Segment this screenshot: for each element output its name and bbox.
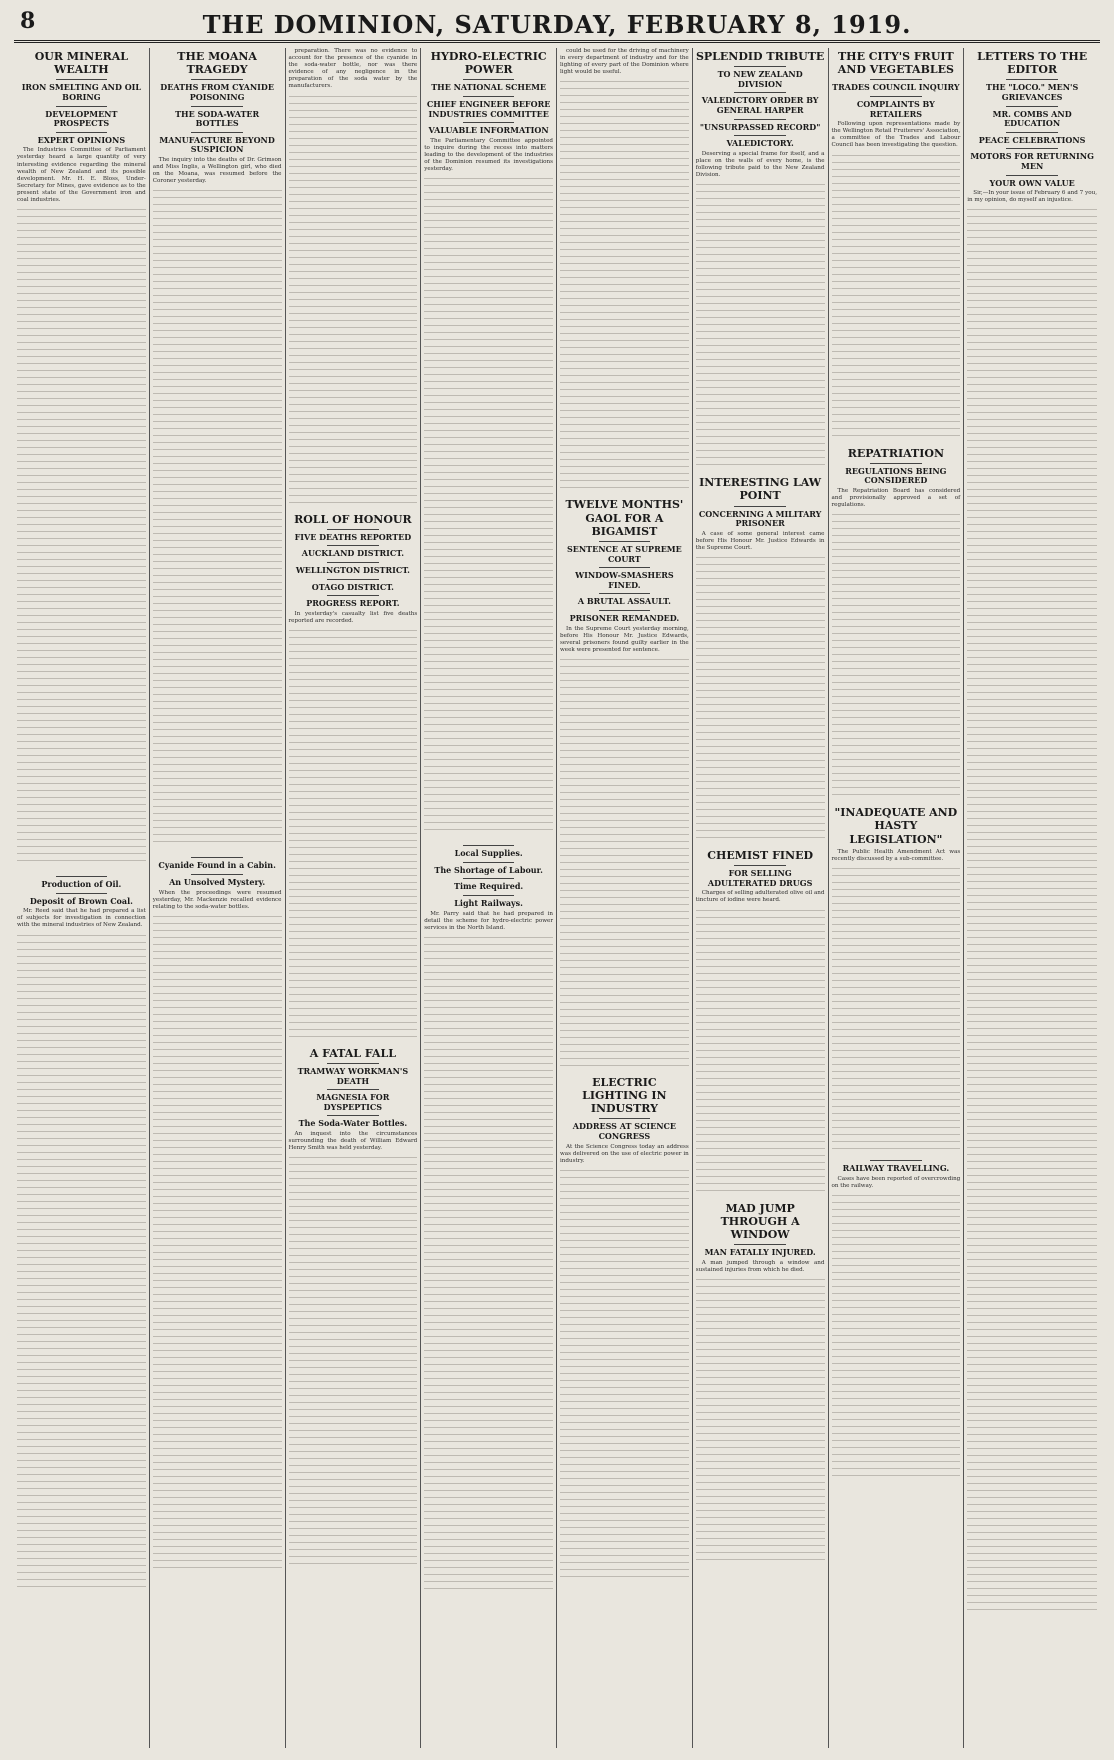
article-headline: REPATRIATION bbox=[847, 446, 945, 460]
article bbox=[832, 1160, 961, 1477]
divider bbox=[56, 106, 108, 107]
divider bbox=[599, 541, 651, 542]
column bbox=[421, 48, 557, 1748]
article-body: Following upon representations made by the Wellington Retail Fruiterers' Association, a committee of the Trades and Labour Council has been investigating the question. bbox=[831, 121, 961, 149]
text-lines bbox=[17, 206, 146, 866]
article-subheading: Cyanide Found in a Cabin. bbox=[158, 860, 276, 871]
article-subheading: Local Supplies. bbox=[454, 848, 523, 859]
article-body: could be used for the driving of machinery in every department of industry and for the lighting of every part of the Dominion where light would be useful. bbox=[560, 48, 689, 76]
divider bbox=[734, 506, 786, 507]
text-lines bbox=[424, 934, 553, 1594]
article-body: A case of some general interest came before His Honour Mr. Justice Edwards in the Supreme Court. bbox=[695, 530, 825, 551]
article-headline: ROLL OF HONOUR bbox=[294, 512, 412, 526]
article-subheading: SENTENCE AT SUPREME COURT bbox=[566, 543, 682, 564]
article bbox=[560, 1076, 689, 1577]
article-body: The Industries Committee of Parliament yesterday heard a large quantity of very interesting evidence regarding the mineral wealth of New Zealand and its possible development. Mr. H. E. Bloss, Under-Secretary for Mines, gave evidence as to the present state of the Government iron and coal industries. bbox=[17, 147, 146, 203]
column bbox=[964, 48, 1100, 1748]
column bbox=[557, 48, 693, 1748]
article-subheading: COMPLAINTS BY RETAILERS bbox=[856, 98, 935, 119]
article-body: The Parliamentary Committee appointed to inquire during the recess into matters leading to the development of the industries of the Dominion resumed its investigations yesterday. bbox=[424, 137, 553, 173]
divider bbox=[463, 862, 515, 863]
article-headline: INTERESTING LAW POINT bbox=[699, 476, 822, 503]
text-lines bbox=[832, 152, 961, 437]
column bbox=[286, 48, 422, 1748]
article bbox=[696, 1202, 825, 1561]
article-subheading: Production of Oil. bbox=[41, 879, 122, 890]
article-headline: LETTERS TO THE EDITOR bbox=[977, 50, 1088, 77]
divider bbox=[599, 567, 651, 568]
article-body: An inquest into the circumstances surrounding the death of William Edward Henry Smith was held yesterday. bbox=[288, 1131, 418, 1152]
divider bbox=[599, 1118, 651, 1119]
article-subheading: PROGRESS REPORT. bbox=[306, 598, 400, 609]
text-lines bbox=[153, 913, 282, 1573]
article-subheading: An Unsolved Mystery. bbox=[169, 876, 266, 887]
column bbox=[829, 48, 965, 1748]
article bbox=[289, 513, 418, 1037]
article-subheading: "UNSURPASSED RECORD" bbox=[699, 121, 821, 132]
article bbox=[696, 476, 825, 839]
divider bbox=[1006, 106, 1058, 107]
divider bbox=[463, 845, 515, 846]
article-subheading: THE SODA-WATER BOTTLES bbox=[175, 108, 260, 129]
divider bbox=[56, 79, 108, 80]
divider bbox=[734, 865, 786, 866]
article-subheading: THE NATIONAL SCHEME bbox=[431, 82, 547, 93]
text-lines bbox=[832, 1192, 961, 1477]
article bbox=[696, 849, 825, 1192]
article-body: preparation. There was no evidence to account for the presence of the cyanide in the soda-water bottle, nor was there evidence of any negligence in the preparation of the soda water by the manufacturers. bbox=[288, 48, 418, 90]
article-subheading: Deposit of Brown Coal. bbox=[29, 895, 133, 906]
article-subheading: MR. COMBS AND EDUCATION bbox=[992, 108, 1072, 129]
text-lines bbox=[696, 181, 825, 466]
article-subheading: TO NEW ZEALAND DIVISION bbox=[717, 69, 803, 89]
text-lines bbox=[696, 554, 825, 839]
article bbox=[424, 845, 553, 1594]
article-subheading: MAN FATALLY INJURED. bbox=[704, 1247, 816, 1258]
divider bbox=[327, 579, 379, 580]
article-subheading: OTAGO DISTRICT. bbox=[311, 581, 394, 592]
divider bbox=[56, 893, 108, 894]
divider bbox=[463, 878, 515, 879]
article-body: Charges of selling adulterated olive oil and tincture of iodine were heard. bbox=[695, 890, 825, 904]
divider bbox=[327, 1115, 379, 1116]
article-subheading: DEATHS FROM CYANIDE POISONING bbox=[160, 82, 274, 102]
divider bbox=[191, 106, 243, 107]
article-headline: "INADEQUATE AND HASTY LEGISLATION" bbox=[834, 806, 958, 846]
article-subheading: Time Required. bbox=[454, 881, 524, 892]
divider bbox=[327, 1063, 379, 1064]
divider bbox=[1006, 148, 1058, 149]
divider bbox=[870, 79, 922, 80]
text-lines bbox=[832, 511, 961, 796]
article-subheading: MAGNESIA FOR DYSPEPTICS bbox=[316, 1092, 390, 1112]
divider bbox=[327, 595, 379, 596]
article-body: When the proceedings were resumed yesterday, Mr. Mackenzie recalled evidence relating to the soda-water bottles. bbox=[152, 889, 282, 910]
article-headline: CHEMIST FINED bbox=[707, 848, 813, 862]
article-body: The Repatriation Board has considered and provisionally approved a set of regulations. bbox=[831, 487, 961, 509]
article-body: In the Supreme Court yesterday morning, before His Honour Mr. Justice Edwards, several prisoners found guilty earlier in the week were presented for sentence. bbox=[560, 625, 689, 653]
divider bbox=[870, 96, 922, 97]
article-body: Mr. Reed said that he had prepared a list of subjects for investigation in connection with the mineral industries of New Zealand. bbox=[17, 908, 146, 929]
text-lines bbox=[153, 187, 282, 847]
article-subheading: ADDRESS AT SCIENCE CONGRESS bbox=[572, 1121, 676, 1142]
article-subheading: THE "LOCO." MEN'S GRIEVANCES bbox=[985, 82, 1079, 102]
article-headline: TWELVE MONTHS' GAOL FOR A BIGAMIST bbox=[565, 498, 684, 538]
column bbox=[14, 48, 150, 1748]
divider bbox=[870, 463, 922, 464]
article-subheading: RAILWAY TRAVELLING. bbox=[842, 1162, 950, 1173]
divider bbox=[56, 876, 108, 877]
divider bbox=[463, 96, 515, 97]
article-subheading: Light Railways. bbox=[454, 898, 523, 908]
article bbox=[967, 50, 1097, 1616]
text-lines bbox=[289, 627, 418, 1037]
columns bbox=[14, 48, 1100, 1748]
text-lines bbox=[560, 1167, 689, 1577]
article-headline: SPLENDID TRIBUTE bbox=[695, 50, 825, 63]
divider bbox=[191, 874, 243, 875]
article-subheading: FIVE DEATHS REPORTED bbox=[294, 531, 412, 542]
article-subheading: CHIEF ENGINEER BEFORE INDUSTRIES COMMITTEE bbox=[426, 98, 551, 119]
article-body: At the Science Congress today an address was delivered on the use of electric power in industry. bbox=[560, 1143, 689, 1164]
article-subheading: PRISONER REMANDED. bbox=[569, 612, 680, 623]
divider bbox=[870, 1160, 922, 1161]
article bbox=[289, 48, 418, 503]
divider bbox=[191, 79, 243, 80]
divider bbox=[191, 857, 243, 858]
divider bbox=[734, 66, 786, 67]
article-headline: ELECTRIC LIGHTING IN INDUSTRY bbox=[582, 1075, 667, 1116]
article-body: Sir,—In your issue of February 6 and 7 you, in my opinion, do myself an injustice. bbox=[967, 190, 1097, 204]
article bbox=[153, 857, 282, 1572]
article-subheading: AUCKLAND DISTRICT. bbox=[301, 548, 404, 559]
text-lines bbox=[832, 865, 961, 1150]
article-subheading: EXPERT OPINIONS bbox=[37, 134, 126, 145]
article bbox=[832, 806, 961, 1150]
article bbox=[424, 50, 553, 835]
article-subheading: REGULATIONS BEING CONSIDERED bbox=[845, 465, 947, 486]
divider bbox=[734, 1244, 786, 1245]
article-body: The Public Health Amendment Act was recently discussed by a sub-committee. bbox=[831, 848, 961, 862]
article bbox=[153, 50, 282, 847]
divider bbox=[327, 545, 379, 546]
divider bbox=[463, 122, 515, 123]
article-subheading: FOR SELLING ADULTERATED DRUGS bbox=[707, 868, 813, 888]
divider bbox=[734, 119, 786, 120]
article-subheading: A BRUTAL ASSAULT. bbox=[577, 596, 671, 607]
divider bbox=[463, 895, 515, 896]
article bbox=[696, 50, 825, 466]
article bbox=[17, 50, 146, 866]
article bbox=[832, 50, 961, 437]
article-subheading: YOUR OWN VALUE bbox=[989, 177, 1075, 188]
text-lines bbox=[696, 907, 825, 1192]
article-headline: OUR MINERAL WEALTH bbox=[34, 50, 129, 77]
divider bbox=[1006, 132, 1058, 133]
divider bbox=[1006, 79, 1058, 80]
article-subheading: VALEDICTORY ORDER BY GENERAL HARPER bbox=[701, 95, 819, 115]
article-headline: HYDRO-ELECTRIC POWER bbox=[430, 50, 547, 77]
article-headline: THE MOANA TRAGEDY bbox=[177, 50, 257, 77]
article-body: Deserving a special frame for itself, and a place on the walls of every home, is the following tribute paid to the New Zealand Division. bbox=[695, 150, 825, 179]
text-lines bbox=[560, 656, 689, 1066]
newspaper-title: THE DOMINION, SATURDAY, FEBRUARY 8, 1919. bbox=[202, 10, 912, 39]
masthead bbox=[14, 6, 1100, 43]
article-headline: THE CITY'S FRUIT AND VEGETABLES bbox=[837, 50, 954, 77]
divider bbox=[327, 562, 379, 563]
article-body: Cases have been reported of overcrowding on the railway. bbox=[831, 1175, 961, 1189]
article-body: Mr. Parry said that he had prepared in detail the scheme for hydro-electric power services in the North Island. bbox=[424, 910, 553, 931]
article bbox=[832, 447, 961, 797]
article-subheading: MANUFACTURE BEYOND SUSPICION bbox=[159, 134, 275, 155]
text-lines bbox=[967, 206, 1097, 1616]
article bbox=[289, 1047, 418, 1564]
article-body: A man jumped through a window and sustained injuries from which he died. bbox=[695, 1259, 825, 1273]
divider bbox=[327, 1089, 379, 1090]
article-subheading: WINDOW-SMASHERS FINED. bbox=[575, 570, 674, 590]
divider bbox=[734, 135, 786, 136]
column bbox=[150, 48, 286, 1748]
article-body: The inquiry into the deaths of Dr. Grimson and Miss Inglis, a Wellington girl, who died on the Moana, was resumed before the Coroner yesterday. bbox=[152, 156, 282, 185]
article-subheading: PEACE CELEBRATIONS bbox=[978, 134, 1086, 145]
article-subheading: The Shortage of Labour. bbox=[434, 864, 543, 875]
text-lines bbox=[696, 1276, 825, 1561]
article-subheading: MOTORS FOR RETURNING MEN bbox=[970, 151, 1094, 171]
article-subheading: VALUABLE INFORMATION bbox=[428, 125, 549, 136]
article-subheading: DEVELOPMENT PROSPECTS bbox=[45, 108, 118, 129]
article-body: In yesterday's casualty list five deaths reported are recorded. bbox=[288, 610, 418, 624]
article bbox=[17, 876, 146, 1591]
text-lines bbox=[17, 932, 146, 1592]
article-headline: A FATAL FALL bbox=[309, 1046, 397, 1060]
article-subheading: VALEDICTORY. bbox=[726, 138, 794, 149]
divider bbox=[1006, 175, 1058, 176]
divider bbox=[599, 610, 651, 611]
text-lines bbox=[289, 1154, 418, 1564]
divider bbox=[599, 593, 651, 594]
column bbox=[693, 48, 829, 1748]
text-lines bbox=[424, 175, 553, 835]
divider bbox=[734, 92, 786, 93]
text-lines bbox=[289, 93, 418, 503]
article-subheading: TRADES COUNCIL INQUIRY bbox=[832, 82, 960, 93]
article-subheading: IRON SMELTING AND OIL BORING bbox=[21, 82, 142, 102]
article bbox=[560, 498, 689, 1066]
article-subheading: CONCERNING A MILITARY PRISONER bbox=[698, 508, 822, 529]
article-subheading: WELLINGTON DISTRICT. bbox=[295, 564, 410, 575]
divider bbox=[463, 79, 515, 80]
divider bbox=[327, 529, 379, 530]
article-subheading: The Soda-Water Bottles. bbox=[298, 1118, 408, 1129]
divider bbox=[191, 132, 243, 133]
article-subheading: TRAMWAY WORKMAN'S DEATH bbox=[297, 1066, 409, 1086]
divider bbox=[56, 132, 108, 133]
page-number: 8 bbox=[20, 8, 36, 34]
text-lines bbox=[560, 78, 689, 488]
article bbox=[560, 48, 689, 488]
article-headline: MAD JUMP THROUGH A WINDOW bbox=[720, 1201, 800, 1241]
